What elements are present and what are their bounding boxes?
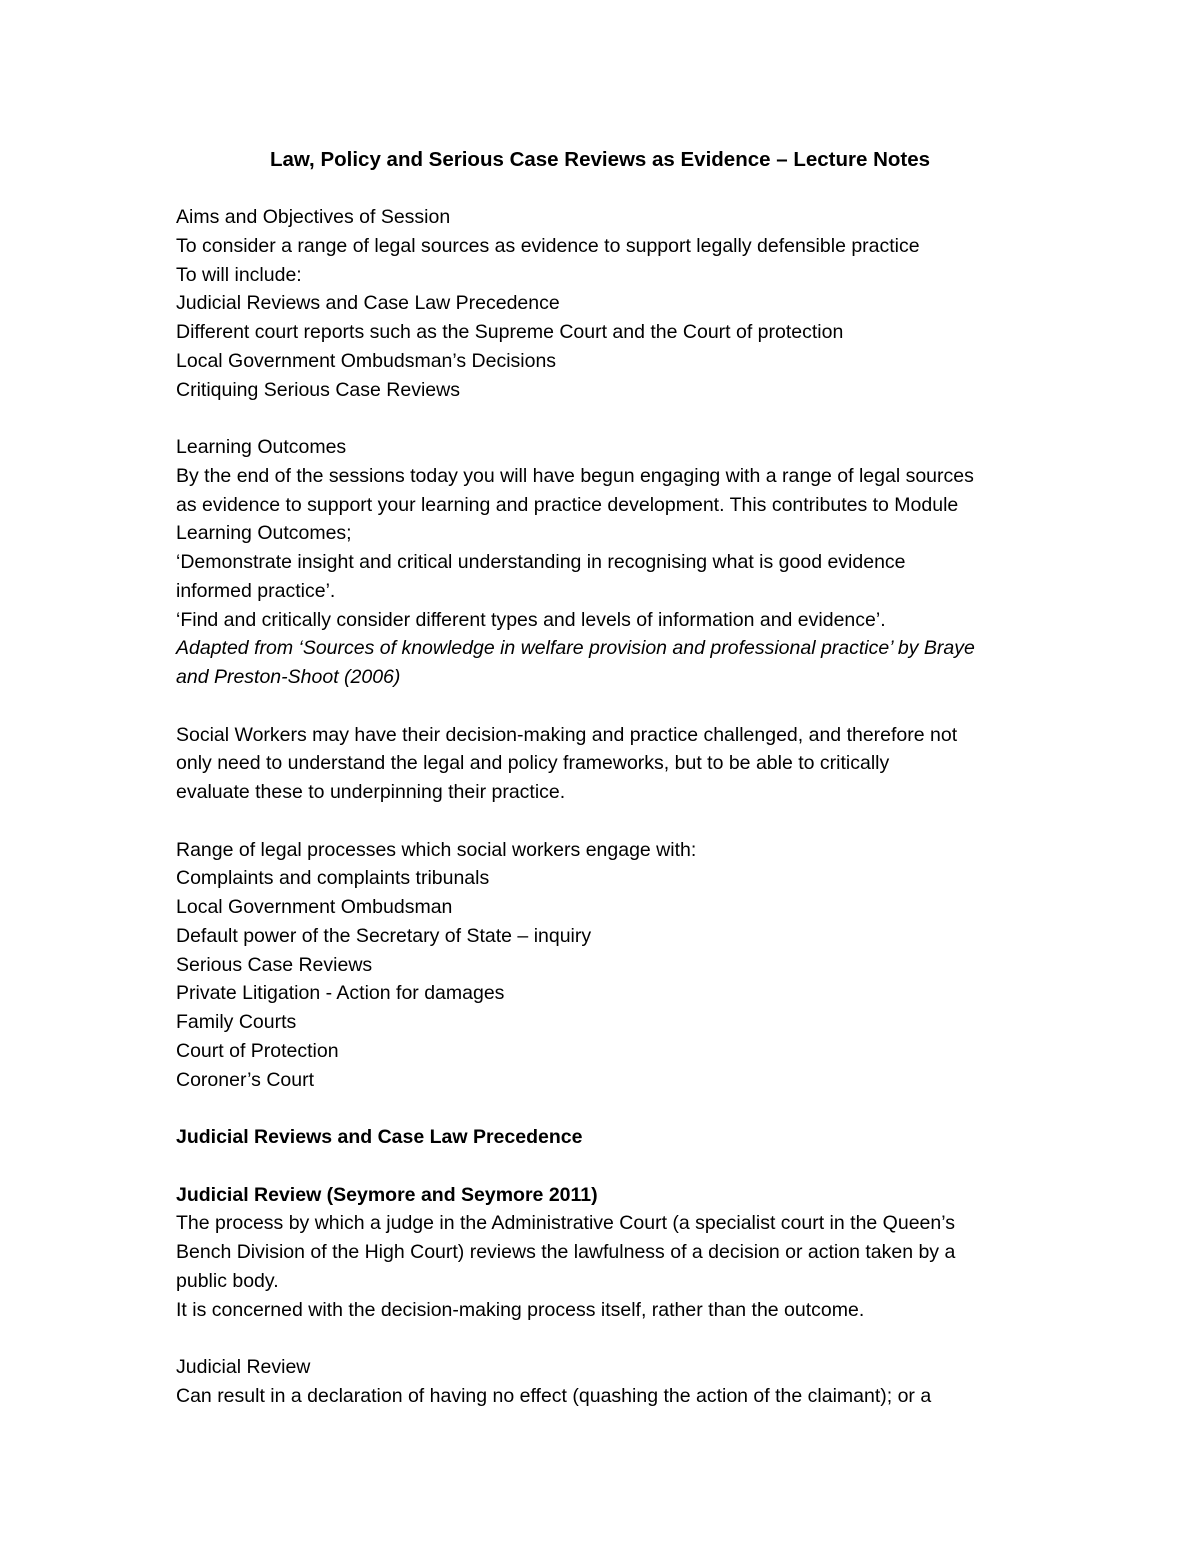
aims-line: To will include:: [176, 263, 302, 286]
judicial-review-heading: Judicial Review: [176, 1356, 311, 1378]
judicial-line: It is concerned with the decision-making process itself, rather than the outcome.: [176, 1298, 865, 1321]
paragraph-gap: [176, 404, 1076, 433]
process-item: Private Litigation - Action for damages: [176, 982, 505, 1005]
citation-line: Adapted from ‘Sources of knowledge in welfare provision and professional practice’ by Braye: [176, 637, 975, 660]
aims-heading: Aims and Objectives of Session: [176, 206, 451, 228]
process-item: Default power of the Secretary of State – inquiry: [176, 924, 592, 947]
social-workers-line: Social Workers may have their decision-making and practice challenged, and therefore not: [176, 723, 958, 746]
section-heading: Judicial Reviews and Case Law Precedence: [176, 1126, 583, 1148]
subsection-heading: Judicial Review (Seymore and Seymore 2011): [176, 1183, 598, 1206]
aims-line: Local Government Ombudsman’s Decisions: [176, 349, 557, 372]
outcomes-line: informed practice’.: [176, 579, 336, 602]
outcomes-line: ‘Find and critically consider different types and levels of information and evidence’.: [176, 608, 886, 631]
outcomes-line: By the end of the sessions today you will have begun engaging with a range of legal sources: [176, 464, 974, 487]
judicial-review-line: Can result in a declaration of having no effect (quashing the action of the claimant); or a: [176, 1384, 932, 1407]
outcomes-line: Learning Outcomes;: [176, 522, 352, 545]
outcomes-line: ‘Demonstrate insight and critical understanding in recognising what is good evidence: [176, 551, 906, 573]
citation-line: and Preston-Shoot (2006): [176, 666, 401, 688]
judicial-line: Bench Division of the High Court) reviews the lawfulness of a decision or action taken by a: [176, 1241, 956, 1263]
paragraph-gap: [176, 807, 1076, 836]
paragraph-gap: [176, 692, 1076, 721]
process-item: Complaints and complaints tribunals: [176, 867, 490, 890]
aims-line: Critiquing Serious Case Reviews: [176, 378, 460, 401]
social-workers-line: evaluate these to underpinning their practice.: [176, 781, 566, 803]
process-item: Local Government Ombudsman: [176, 896, 453, 918]
aims-line: Judicial Reviews and Case Law Precedence: [176, 292, 560, 315]
document-body: [176, 203, 1076, 1411]
process-item: Family Courts: [176, 1011, 297, 1033]
paragraph-gap: [176, 1152, 1076, 1181]
process-item: Coroner’s Court: [176, 1068, 315, 1091]
process-item: Court of Protection: [176, 1039, 339, 1062]
aims-line: To consider a range of legal sources as evidence to support legally defensible practice: [176, 234, 920, 257]
processes-heading: Range of legal processes which social workers engage with:: [176, 838, 697, 861]
social-workers-line: only need to understand the legal and policy frameworks, but to be able to critically: [176, 752, 890, 775]
aims-line: Different court reports such as the Supreme Court and the Court of protection: [176, 321, 844, 343]
outcomes-heading: Learning Outcomes: [176, 436, 347, 458]
paragraph-gap: [176, 1094, 1076, 1123]
page-title: Law, Policy and Serious Case Reviews as Evidence – Lecture Notes: [269, 148, 931, 171]
process-item: Serious Case Reviews: [176, 953, 373, 976]
judicial-line: The process by which a judge in the Administrative Court (a specialist court in the Queen’s: [176, 1212, 955, 1235]
judicial-line: public body.: [176, 1269, 279, 1292]
paragraph-gap: [176, 1324, 1076, 1353]
outcomes-line: as evidence to support your learning and practice development. This contributes to Module: [176, 493, 959, 516]
